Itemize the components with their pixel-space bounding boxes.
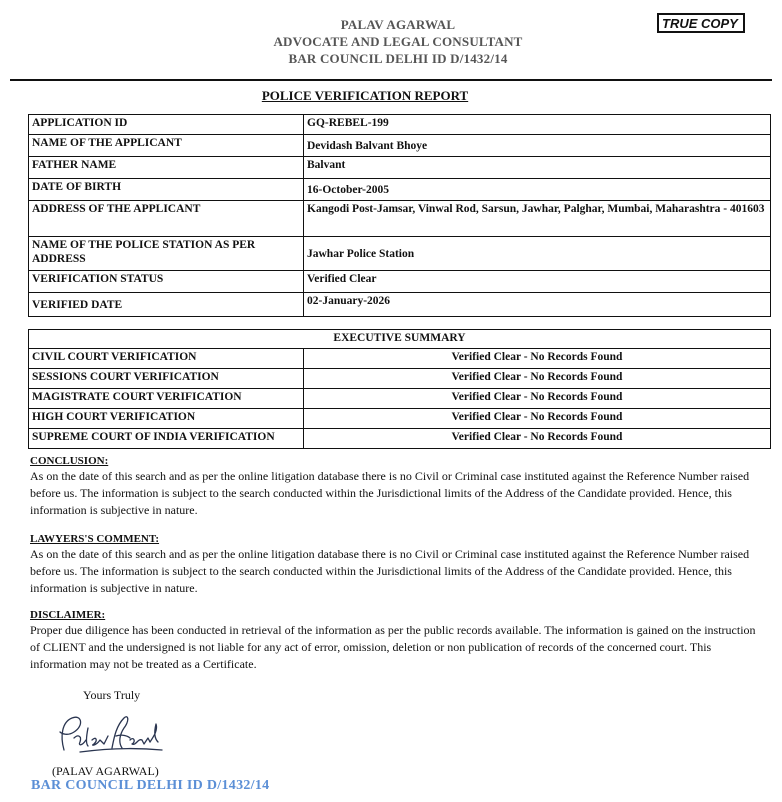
table-row — [29, 179, 771, 201]
row-value: 16-October-2005 — [304, 179, 771, 201]
disclaimer-heading: DISCLAIMER: — [30, 609, 106, 621]
signatory-name: (PALAV AGARWAL) — [52, 764, 159, 778]
row-label: FATHER NAME — [29, 157, 304, 179]
row-value: 02-January-2026 — [304, 293, 771, 317]
row-label: CIVIL COURT VERIFICATION — [29, 349, 304, 369]
row-value: Verified Clear - No Records Found — [304, 389, 771, 409]
disclaimer-text: Proper due diligence has been conducted in retrieval of the information as per the public records available. The information is gained on the instruction of CLIENT and the undersigned is not liable for any act of error, omission, deletion or non publication of records of the concerned court. This information may not be treated as a Certificate. — [30, 623, 756, 671]
table-row — [29, 349, 771, 369]
table-row — [29, 157, 771, 179]
table-row — [29, 201, 771, 237]
advocate-bar-id: BAR COUNCIL DELHI ID D/1432/14 — [288, 51, 508, 66]
row-label: NAME OF THE POLICE STATION AS PER ADDRESS — [29, 237, 304, 271]
row-label: SESSIONS COURT VERIFICATION — [29, 369, 304, 389]
row-label: HIGH COURT VERIFICATION — [29, 409, 304, 429]
table-row — [29, 293, 771, 317]
table-row — [29, 429, 771, 449]
signatory-bar-id: BAR COUNCIL DELHI ID D/1432/14 — [31, 778, 270, 793]
row-value: Verified Clear — [304, 271, 771, 293]
row-label: DATE OF BIRTH — [29, 179, 304, 201]
lawyers-comment-text: As on the date of this search and as per the online litigation database there is no Civil or Criminal case instituted against the Reference Number raised before us. The information is subject to the search conducted within the Jurisdictional limits of the Address of the Candidate provided. Hence, this information is subjective in nature. — [30, 547, 750, 595]
advocate-name: PALAV AGARWAL — [340, 17, 456, 32]
row-label: VERIFIED DATE — [29, 293, 304, 317]
row-label: MAGISTRATE COURT VERIFICATION — [29, 389, 304, 409]
header-divider — [10, 79, 772, 81]
row-value: Balvant — [304, 157, 771, 179]
table-row — [29, 409, 771, 429]
conclusion-text: As on the date of this search and as per the online litigation database there is no Civil or Criminal case instituted against the Reference Number raised before us. The information is subject to the search conducted within the Jurisdictional limits of the Address of the Candidate provided. Hence, this information is subjective in nature. — [30, 469, 750, 517]
closing-salutation: Yours Truly — [83, 688, 141, 702]
row-value: Jawhar Police Station — [304, 237, 771, 271]
true-copy-stamp: TRUE COPY — [657, 13, 745, 33]
summary-title: EXECUTIVE SUMMARY — [29, 330, 771, 349]
row-value: GQ-REBEL-199 — [304, 115, 771, 135]
row-value: Verified Clear - No Records Found — [304, 369, 771, 389]
lawyers-comment-section — [30, 532, 765, 597]
row-value: Verified Clear - No Records Found — [304, 349, 771, 369]
table-row — [29, 115, 771, 135]
details-table — [28, 114, 771, 317]
disclaimer-section — [30, 608, 765, 673]
conclusion-heading: CONCLUSION: — [30, 455, 109, 467]
table-row — [29, 271, 771, 293]
advocate-role: ADVOCATE AND LEGAL CONSULTANT — [273, 34, 523, 49]
report-title: POLICE VERIFICATION REPORT — [261, 88, 469, 103]
table-row — [29, 369, 771, 389]
executive-summary-table — [28, 329, 771, 449]
signature-image — [50, 708, 170, 764]
row-value: Verified Clear - No Records Found — [304, 429, 771, 449]
conclusion-section — [30, 454, 765, 519]
row-value: Kangodi Post-Jamsar, Vinwal Rod, Sarsun, Jawhar, Palghar, Mumbai, Maharashtra - 401603 — [304, 201, 771, 237]
row-label: SUPREME COURT OF INDIA VERIFICATION — [29, 429, 304, 449]
row-label: VERIFICATION STATUS — [29, 271, 304, 293]
table-row — [29, 237, 771, 271]
row-value: Verified Clear - No Records Found — [304, 409, 771, 429]
row-value: Devidash Balvant Bhoye — [304, 135, 771, 157]
table-row — [29, 389, 771, 409]
row-label: APPLICATION ID — [29, 115, 304, 135]
table-row — [29, 135, 771, 157]
row-label: NAME OF THE APPLICANT — [29, 135, 304, 157]
lawyers-comment-heading: LAWYERS'S COMMENT: — [30, 533, 160, 545]
row-label: ADDRESS OF THE APPLICANT — [29, 201, 304, 237]
table-row — [29, 330, 771, 349]
